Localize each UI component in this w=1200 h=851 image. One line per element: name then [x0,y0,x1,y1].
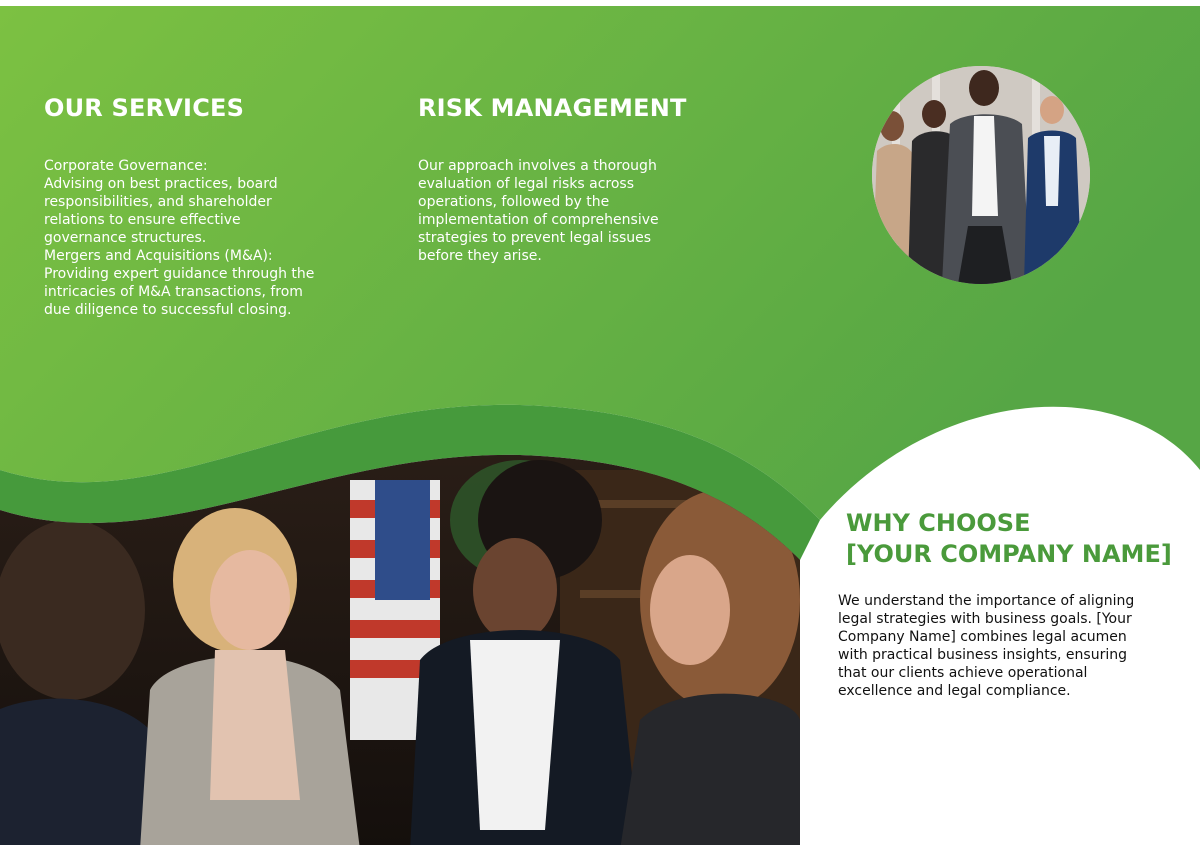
services-item: Corporate Governance: [44,158,208,174]
business-team-photo [872,66,1090,284]
services-item: Advising on best practices, board responsibilities, and shareholder relations to ensure effective governance structures. [44,176,278,246]
services-list [44,157,319,319]
services-title: OUR SERVICES [44,94,245,122]
why-choose-body: We understand the importance of aligning legal strategies with business goals. [Your Company Name] combines legal acumen with practical business insights, ensuring that our clients achieve operational excellence and legal compliance. [838,593,1135,699]
why-choose-title [846,508,1172,570]
why-choose-title-line1: WHY CHOOSE [846,509,1031,537]
risk-management-body: Our approach involves a thorough evaluation of legal risks across operations, followed by the implementation of comprehensive strategies to prevent legal issues before they arise. [418,158,659,264]
risk-management-title: RISK MANAGEMENT [418,94,687,122]
services-item: Mergers and Acquisitions (M&A): [44,248,273,264]
services-item: Providing expert guidance through the intricacies of M&A transactions, from due diligence to successful closing. [44,266,315,318]
why-choose-title-line2: [YOUR COMPANY NAME] [846,540,1172,568]
